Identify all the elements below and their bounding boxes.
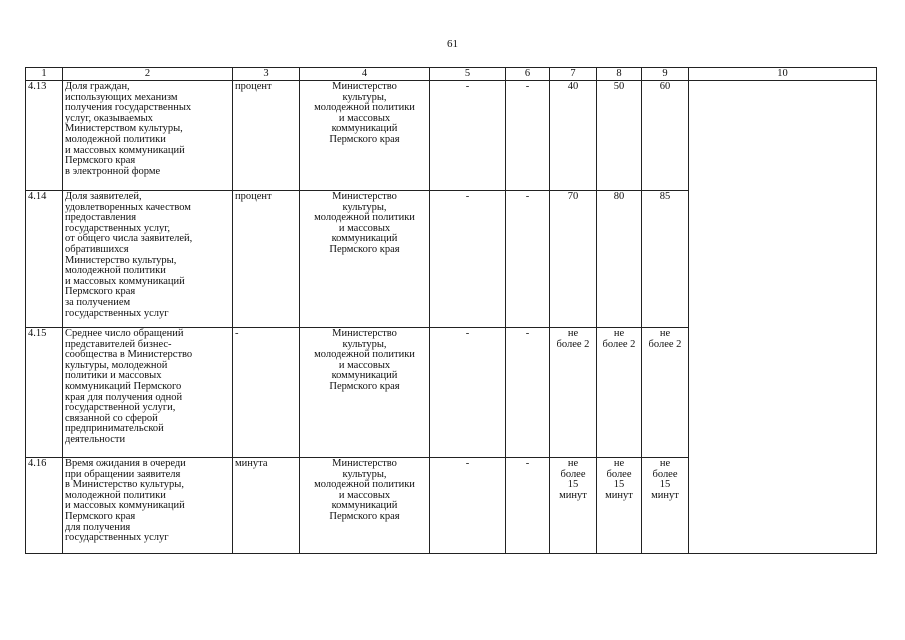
value-col-8: не более 2 bbox=[597, 328, 642, 458]
value-col-7: 40 bbox=[550, 81, 597, 191]
column-header: 10 bbox=[689, 68, 877, 81]
column-header: 4 bbox=[300, 68, 430, 81]
indicator-name: Время ожидания в очереди при обращении заявителя в Министерство культуры, молодежной политики и массовых коммуникаций Пермского края для получения государственных услуг bbox=[63, 458, 233, 554]
value-col-9: не более 2 bbox=[642, 328, 689, 458]
indicator-name: Доля заявителей, удовлетворенных качеством предоставления государственных услуг, от общего числа заявителей, обратившихся Министерство культуры, молодежной политики и массовых коммуникаций Пермского края за получением государственных услуг bbox=[63, 191, 233, 328]
value-col-7: не более 15 минут bbox=[550, 458, 597, 554]
responsible-agency: Министерство культуры, молодежной политики и массовых коммуникаций Пермского края bbox=[300, 458, 430, 554]
unit-of-measure: процент bbox=[233, 81, 300, 191]
unit-of-measure: процент bbox=[233, 191, 300, 328]
value-col-7: не более 2 bbox=[550, 328, 597, 458]
row-number: 4.16 bbox=[26, 458, 63, 554]
value-col-8: не более 15 минут bbox=[597, 458, 642, 554]
row-number: 4.14 bbox=[26, 191, 63, 328]
row-number: 4.13 bbox=[26, 81, 63, 191]
indicator-name: Среднее число обращений представителей бизнес- сообщества в Министерство культуры, молодежной политики и массовых коммуникаций Пермского края для получения одной государственной услуги, связанной со сферой предпринимательской деятельности bbox=[63, 328, 233, 458]
notes-column bbox=[689, 81, 877, 554]
value-col-5: - bbox=[430, 458, 506, 554]
header-row bbox=[26, 68, 877, 81]
value-col-9: 60 bbox=[642, 81, 689, 191]
responsible-agency: Министерство культуры, молодежной политики и массовых коммуникаций Пермского края bbox=[300, 328, 430, 458]
page-number: 61 bbox=[447, 38, 458, 50]
table-row bbox=[26, 81, 877, 191]
value-col-5: - bbox=[430, 81, 506, 191]
indicator-table bbox=[25, 67, 877, 554]
responsible-agency: Министерство культуры, молодежной политики и массовых коммуникаций Пермского края bbox=[300, 191, 430, 328]
value-col-6: - bbox=[506, 328, 550, 458]
column-header: 2 bbox=[63, 68, 233, 81]
value-col-7: 70 bbox=[550, 191, 597, 328]
value-col-9: 85 bbox=[642, 191, 689, 328]
row-number: 4.15 bbox=[26, 328, 63, 458]
value-col-9: не более 15 минут bbox=[642, 458, 689, 554]
value-col-5: - bbox=[430, 191, 506, 328]
value-col-6: - bbox=[506, 81, 550, 191]
value-col-5: - bbox=[430, 328, 506, 458]
column-header: 8 bbox=[597, 68, 642, 81]
unit-of-measure: - bbox=[233, 328, 300, 458]
column-header: 6 bbox=[506, 68, 550, 81]
column-header: 9 bbox=[642, 68, 689, 81]
value-col-6: - bbox=[506, 191, 550, 328]
indicator-name: Доля граждан, использующих механизм получения государственных услуг, оказываемых Министерством культуры, молодежной политики и массовых коммуникаций Пермского края в электронной форме bbox=[63, 81, 233, 191]
column-header: 1 bbox=[26, 68, 63, 81]
value-col-8: 50 bbox=[597, 81, 642, 191]
unit-of-measure: минута bbox=[233, 458, 300, 554]
column-header: 7 bbox=[550, 68, 597, 81]
value-col-6: - bbox=[506, 458, 550, 554]
column-header: 5 bbox=[430, 68, 506, 81]
value-col-8: 80 bbox=[597, 191, 642, 328]
column-header: 3 bbox=[233, 68, 300, 81]
responsible-agency: Министерство культуры, молодежной политики и массовых коммуникаций Пермского края bbox=[300, 81, 430, 191]
